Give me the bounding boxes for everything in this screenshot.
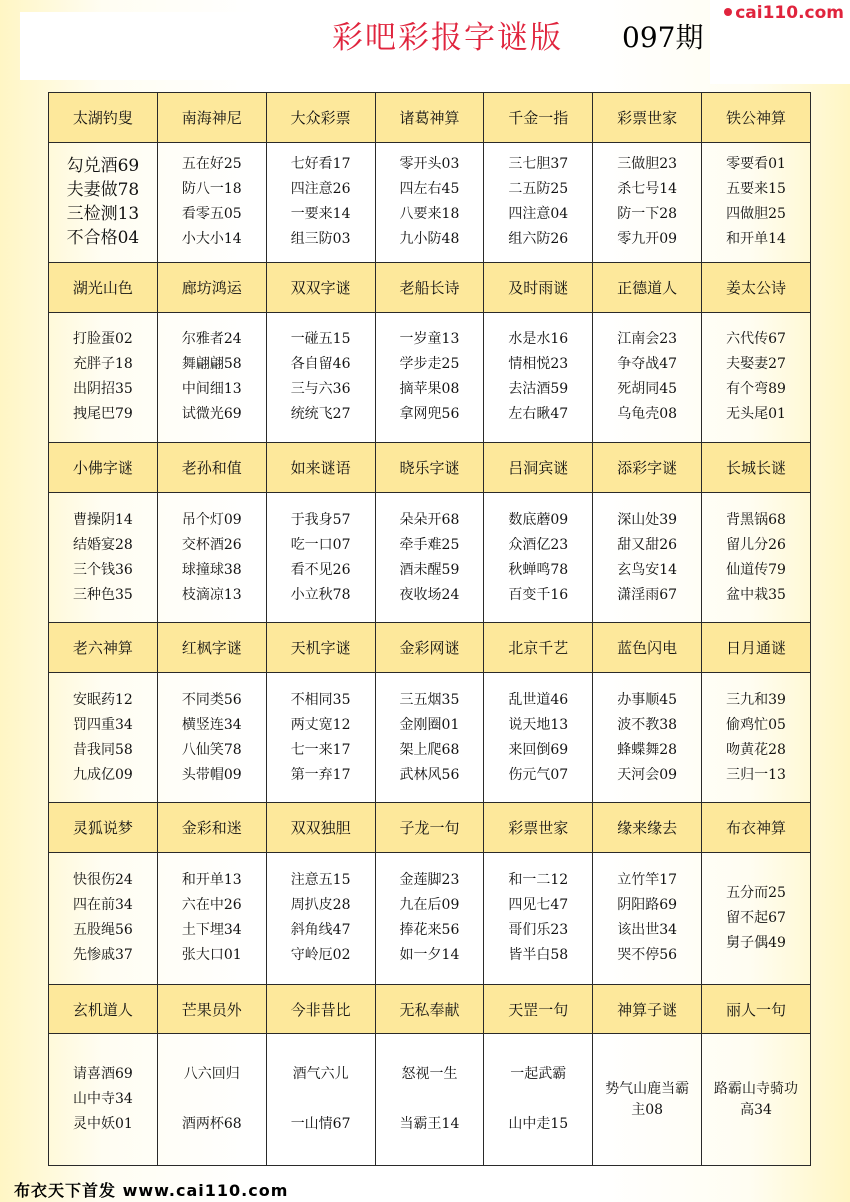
column-name: 天机字谜 (266, 623, 375, 673)
entry-line (484, 1087, 592, 1112)
entry-line: 深山处39 (617, 511, 678, 528)
entry-line: 和一二12 (508, 872, 569, 889)
column-name: 老六神算 (49, 623, 158, 673)
entry-line: 舅子偶49 (726, 934, 786, 951)
entry-line: 有个弯89 (726, 381, 786, 398)
column-name: 红枫字谜 (157, 623, 266, 673)
entry-cell (702, 853, 811, 985)
site-badge[interactable] (724, 3, 844, 23)
entry-line: 四见七47 (508, 897, 569, 914)
entry-line: 八仙笑78 (181, 741, 242, 758)
column-name: 金彩网谜 (375, 623, 484, 673)
entry-cell (157, 672, 266, 803)
entry-cell (49, 853, 158, 985)
entry-line: 百变千16 (508, 586, 569, 603)
entry-line: 曹操阴14 (73, 511, 133, 528)
column-name: 南海神尼 (157, 93, 266, 143)
blank-panel-left (20, 12, 266, 80)
entry-line: 江南会23 (617, 331, 678, 348)
entry-line: 充胖子18 (73, 356, 133, 373)
entry-cell (484, 1034, 593, 1166)
entry-line: 五在好25 (181, 156, 242, 173)
column-name: 缘来缘去 (593, 803, 702, 853)
entry-line: 偷鸡忙05 (726, 716, 786, 733)
entry-line: 试微光69 (181, 406, 242, 423)
entry-cell (266, 492, 375, 623)
entry-cell (484, 672, 593, 803)
entry-line: 九小防48 (399, 231, 460, 248)
column-name: 及时雨谜 (484, 262, 593, 312)
entry-line: 两丈宽12 (290, 716, 351, 733)
entry-cell (157, 853, 266, 985)
entry-line: 舞翩翩58 (181, 356, 242, 373)
entry-cell (375, 853, 484, 985)
site-name: cai110.com (735, 3, 844, 23)
entry-cell (702, 1034, 811, 1166)
column-name: 蓝色闪电 (593, 623, 702, 673)
entry-line: 酒气六儿 (292, 1066, 349, 1083)
column-name: 芒果员外 (157, 984, 266, 1034)
column-name: 正德道人 (593, 262, 702, 312)
entry-cell (266, 1034, 375, 1166)
entries-row (49, 672, 811, 803)
column-name: 太湖钓叟 (49, 93, 158, 143)
entry-line: 山中走15 (508, 1116, 569, 1133)
entries-row (49, 1034, 811, 1166)
entry-line: 防八一18 (181, 181, 242, 198)
column-name: 日月通谜 (702, 623, 811, 673)
entry-line: 零要看01 (726, 156, 786, 173)
column-name: 姜太公诗 (702, 262, 811, 312)
entry-line: 天河会09 (617, 766, 678, 783)
entry-cell (484, 492, 593, 623)
entry-line: 怒视一生 (401, 1066, 458, 1083)
entry-line: 请喜酒69 (73, 1066, 133, 1083)
entry-line: 乱世道46 (508, 691, 569, 708)
entry-cell (702, 672, 811, 803)
entry-line: 注意五15 (290, 872, 351, 889)
entry-line: 昔我同58 (73, 741, 133, 758)
entry-line: 该出世34 (617, 922, 678, 939)
entry-line: 秋蝉鸣78 (508, 561, 569, 578)
entry-line: 张大口01 (181, 947, 242, 964)
entry-line: 无头尾01 (726, 406, 786, 423)
entry-line: 八要来18 (399, 206, 460, 223)
header-row (49, 623, 811, 673)
entry-line: 小立秋78 (290, 586, 351, 603)
entry-line: 看不见26 (290, 561, 351, 578)
entry-cell (266, 853, 375, 985)
entry-line (267, 1087, 375, 1112)
entry-line (158, 1087, 266, 1112)
entry-line: 金莲脚23 (399, 872, 460, 889)
entry-line: 四做胆25 (726, 206, 786, 223)
entry-cell (157, 312, 266, 443)
entry-line: 土下埋34 (181, 922, 242, 939)
column-name: 如来谜语 (266, 443, 375, 493)
entry-line: 周扒皮28 (290, 897, 351, 914)
column-name: 铁公神算 (702, 93, 811, 143)
entry-line: 先惨戚37 (73, 947, 133, 964)
entry-line: 斜角线47 (290, 922, 351, 939)
page-title: 彩吧彩报字谜版 (332, 20, 563, 56)
entry-line: 打脸蛋02 (73, 331, 133, 348)
entry-line: 五股绳56 (73, 922, 133, 939)
column-name: 廊坊鸿运 (157, 262, 266, 312)
entry-line: 仙道传79 (726, 561, 786, 578)
entry-cell (49, 492, 158, 623)
footer-text: 布衣天下首发 www.cai110.com (14, 1181, 289, 1200)
entry-line: 守岭厄02 (290, 947, 351, 964)
entry-cell (484, 853, 593, 985)
entry-line: 吻黄花28 (726, 741, 786, 758)
entry-line: 六代传67 (726, 331, 786, 348)
entry-line: 枝滴凉13 (181, 586, 242, 603)
entry-line: 零开头03 (399, 156, 460, 173)
entry-line: 伤元气07 (508, 766, 569, 783)
column-name: 玄机道人 (49, 984, 158, 1034)
entry-line: 玄鸟安14 (617, 561, 678, 578)
entry-line: 留儿分26 (726, 536, 786, 553)
entry-line: 死胡同45 (617, 381, 678, 398)
entry-line: 拽尾巴79 (73, 406, 133, 423)
entry-line: 乌龟壳08 (617, 406, 678, 423)
blank-panel-center (320, 56, 570, 80)
entry-cell (702, 142, 811, 262)
entry-cell (375, 1034, 484, 1166)
column-name: 灵狐说梦 (49, 803, 158, 853)
entry-cell (484, 312, 593, 443)
entry-line: 三做胆23 (617, 156, 678, 173)
entry-line: 快很伤24 (73, 872, 133, 889)
column-name: 北京千艺 (484, 623, 593, 673)
entry-cell (375, 142, 484, 262)
entry-line: 背黑锅68 (726, 511, 786, 528)
entry-line: 摘苹果08 (399, 381, 460, 398)
entry-line: 三九和39 (726, 691, 786, 708)
entry-cell (157, 492, 266, 623)
column-name: 双双独胆 (266, 803, 375, 853)
header-row (49, 93, 811, 143)
entry-line: 潇淫雨67 (617, 586, 678, 603)
entry-cell (484, 142, 593, 262)
entry-cell (593, 142, 702, 262)
entry-line: 情相悦23 (508, 356, 569, 373)
entry-line: 甜又甜26 (617, 536, 678, 553)
entry-line: 四注意26 (290, 181, 351, 198)
entry-line: 一要来14 (290, 206, 351, 223)
entry-line: 武林风56 (399, 766, 460, 783)
entry-line: 争夺战47 (617, 356, 678, 373)
entry-cell (375, 312, 484, 443)
entry-line: 三归一13 (726, 766, 786, 783)
entry-cell (593, 672, 702, 803)
entry-line: 牵手难25 (399, 536, 460, 553)
entries-row (49, 853, 811, 985)
entry-line: 哭不停56 (617, 947, 678, 964)
entry-cell (157, 1034, 266, 1166)
column-name: 老船长诗 (375, 262, 484, 312)
column-name: 丽人一句 (702, 984, 811, 1034)
entry-line: 三种色35 (73, 586, 133, 603)
entry-line: 夜收场24 (399, 586, 460, 603)
entry-line: 众酒亿23 (508, 536, 569, 553)
entry-line: 办事顺45 (617, 691, 678, 708)
entry-line: 一起武霸 (510, 1066, 567, 1083)
entry-cell (49, 1034, 158, 1166)
entry-line: 一岁童13 (399, 331, 460, 348)
entry-line: 蜂蝶舞28 (617, 741, 678, 758)
entry-line: 来回倒69 (508, 741, 569, 758)
entry-line: 横竖连34 (181, 716, 242, 733)
column-name: 大众彩票 (266, 93, 375, 143)
entry-cell (157, 142, 266, 262)
entry-line: 拿网兜56 (399, 406, 460, 423)
entry-cell (49, 142, 158, 262)
entry-line: 球撞球38 (181, 561, 242, 578)
entry-line: 四注意04 (508, 206, 569, 223)
entry-line: 六在中26 (181, 897, 242, 914)
entry-line: 一山情67 (290, 1116, 351, 1133)
entry-line: 三五烟35 (399, 691, 460, 708)
entry-cell (266, 142, 375, 262)
entry-line: 交杯酒26 (181, 536, 242, 553)
entry-cell (375, 492, 484, 623)
entry-line: 朵朵开68 (399, 511, 460, 528)
column-name: 双双字谜 (266, 262, 375, 312)
column-name: 湖光山色 (49, 262, 158, 312)
entry-line: 皆半白58 (508, 947, 569, 964)
riddle-table (48, 92, 811, 1166)
entries-row (49, 492, 811, 623)
entry-line: 和开单13 (181, 872, 242, 889)
entry-line: 统统飞27 (290, 406, 351, 423)
entry-line: 立竹竿17 (617, 872, 678, 889)
entry-line: 酒两杯68 (181, 1116, 242, 1133)
column-name: 老孙和值 (157, 443, 266, 493)
entry-cell (593, 1034, 702, 1166)
dot-icon (724, 8, 732, 16)
entry-cell (593, 853, 702, 985)
column-name: 小佛字谜 (49, 443, 158, 493)
column-name: 子龙一句 (375, 803, 484, 853)
entry-line: 结婚宴28 (73, 536, 133, 553)
entry-line: 于我身57 (290, 511, 351, 528)
entry-line: 说天地13 (508, 716, 569, 733)
column-name: 彩票世家 (593, 93, 702, 143)
entry-line: 三个钱36 (73, 561, 133, 578)
column-name: 添彩字谜 (593, 443, 702, 493)
entry-line: 盆中栽35 (726, 586, 786, 603)
column-name: 天罡一句 (484, 984, 593, 1034)
entry-line: 小大小14 (181, 231, 242, 248)
entry-line: 水是水16 (508, 331, 569, 348)
entry-line: 捧花来56 (399, 922, 460, 939)
column-name: 无私奉献 (375, 984, 484, 1034)
entry-line: 一碰五15 (290, 331, 351, 348)
entry-line: 阴阳路69 (617, 897, 678, 914)
entry-line: 看零五05 (181, 206, 242, 223)
entry-line: 哥们乐23 (508, 922, 569, 939)
column-name: 金彩和迷 (157, 803, 266, 853)
entry-line: 架上爬68 (399, 741, 460, 758)
entry-line: 不合格04 (66, 228, 140, 249)
entry-line: 中间细13 (181, 381, 242, 398)
entry-line: 学步走25 (399, 356, 460, 373)
entry-line: 四左右45 (399, 181, 460, 198)
entry-line: 组六防26 (508, 231, 569, 248)
entry-line: 安眠药12 (73, 691, 133, 708)
entry-line: 不相同35 (290, 691, 351, 708)
entry-line: 路霸山寺骑功高34 (714, 1080, 799, 1118)
entry-cell (702, 492, 811, 623)
entry-line: 波不教38 (617, 716, 678, 733)
entry-line: 夫娶妻27 (726, 356, 786, 373)
entry-line: 吃一口07 (290, 536, 351, 553)
entry-line: 灵中妖01 (73, 1116, 133, 1133)
entry-line (376, 1087, 484, 1112)
entry-line: 七一来17 (290, 741, 351, 758)
column-name: 晓乐字谜 (375, 443, 484, 493)
entry-line: 杀七号14 (617, 181, 678, 198)
entry-line: 七好看17 (290, 156, 351, 173)
column-name: 吕洞宾谜 (484, 443, 593, 493)
header-row (49, 443, 811, 493)
entry-line: 二五防25 (508, 181, 569, 198)
column-name: 诸葛神算 (375, 93, 484, 143)
entry-line: 九成亿09 (73, 766, 133, 783)
entry-line: 防一下28 (617, 206, 678, 223)
entry-line: 三七胆37 (508, 156, 569, 173)
column-name: 长城长谜 (702, 443, 811, 493)
entry-cell (266, 672, 375, 803)
column-name: 布衣神算 (702, 803, 811, 853)
entry-cell (593, 312, 702, 443)
entry-line: 八六回归 (183, 1066, 240, 1083)
entry-cell (266, 312, 375, 443)
entry-line: 夫妻做78 (66, 180, 140, 201)
entry-line: 去沽酒59 (508, 381, 569, 398)
entries-row (49, 142, 811, 262)
column-name: 神算子谜 (593, 984, 702, 1034)
entry-line: 如一夕14 (399, 947, 460, 964)
entry-line: 不同类56 (181, 691, 242, 708)
entry-cell (375, 672, 484, 803)
entry-line: 三检测13 (66, 204, 140, 225)
column-name: 今非昔比 (266, 984, 375, 1034)
entry-cell (593, 492, 702, 623)
entry-line: 尔雅者24 (181, 331, 242, 348)
entry-line: 勾兑酒69 (66, 156, 140, 177)
entry-line: 罚四重34 (73, 716, 133, 733)
entry-line: 零九开09 (617, 231, 678, 248)
entry-line: 五要来15 (726, 181, 786, 198)
entry-line: 吊个灯09 (181, 511, 242, 528)
entry-line: 第一弃17 (290, 766, 351, 783)
entry-line: 酒未醒59 (399, 561, 460, 578)
entry-line: 组三防03 (290, 231, 351, 248)
entry-cell (49, 672, 158, 803)
entry-line: 山中寺34 (73, 1091, 133, 1108)
entry-line: 当霸王14 (399, 1116, 460, 1133)
entry-line: 头带帽09 (181, 766, 242, 783)
header-row (49, 984, 811, 1034)
entry-line: 留不起67 (726, 909, 786, 926)
entry-line: 和开单14 (726, 231, 786, 248)
entry-cell (702, 312, 811, 443)
issue-number: 097期 (622, 21, 704, 54)
entry-line: 三与六36 (290, 381, 351, 398)
entry-line: 数底蘑09 (508, 511, 569, 528)
entries-row (49, 312, 811, 443)
entry-line: 四在前34 (73, 897, 133, 914)
entry-line: 五分而25 (726, 884, 786, 901)
column-name: 彩票世家 (484, 803, 593, 853)
entry-line: 金刚圈01 (399, 716, 460, 733)
entry-line: 势气山鹿当霸主08 (605, 1080, 690, 1118)
entry-cell (49, 312, 158, 443)
header-row (49, 262, 811, 312)
entry-line: 九在后09 (399, 897, 460, 914)
entry-line: 左右瞅47 (508, 406, 569, 423)
column-name: 千金一指 (484, 93, 593, 143)
header-row (49, 803, 811, 853)
entry-line: 各自留46 (290, 356, 351, 373)
entry-line: 出阴招35 (73, 381, 133, 398)
